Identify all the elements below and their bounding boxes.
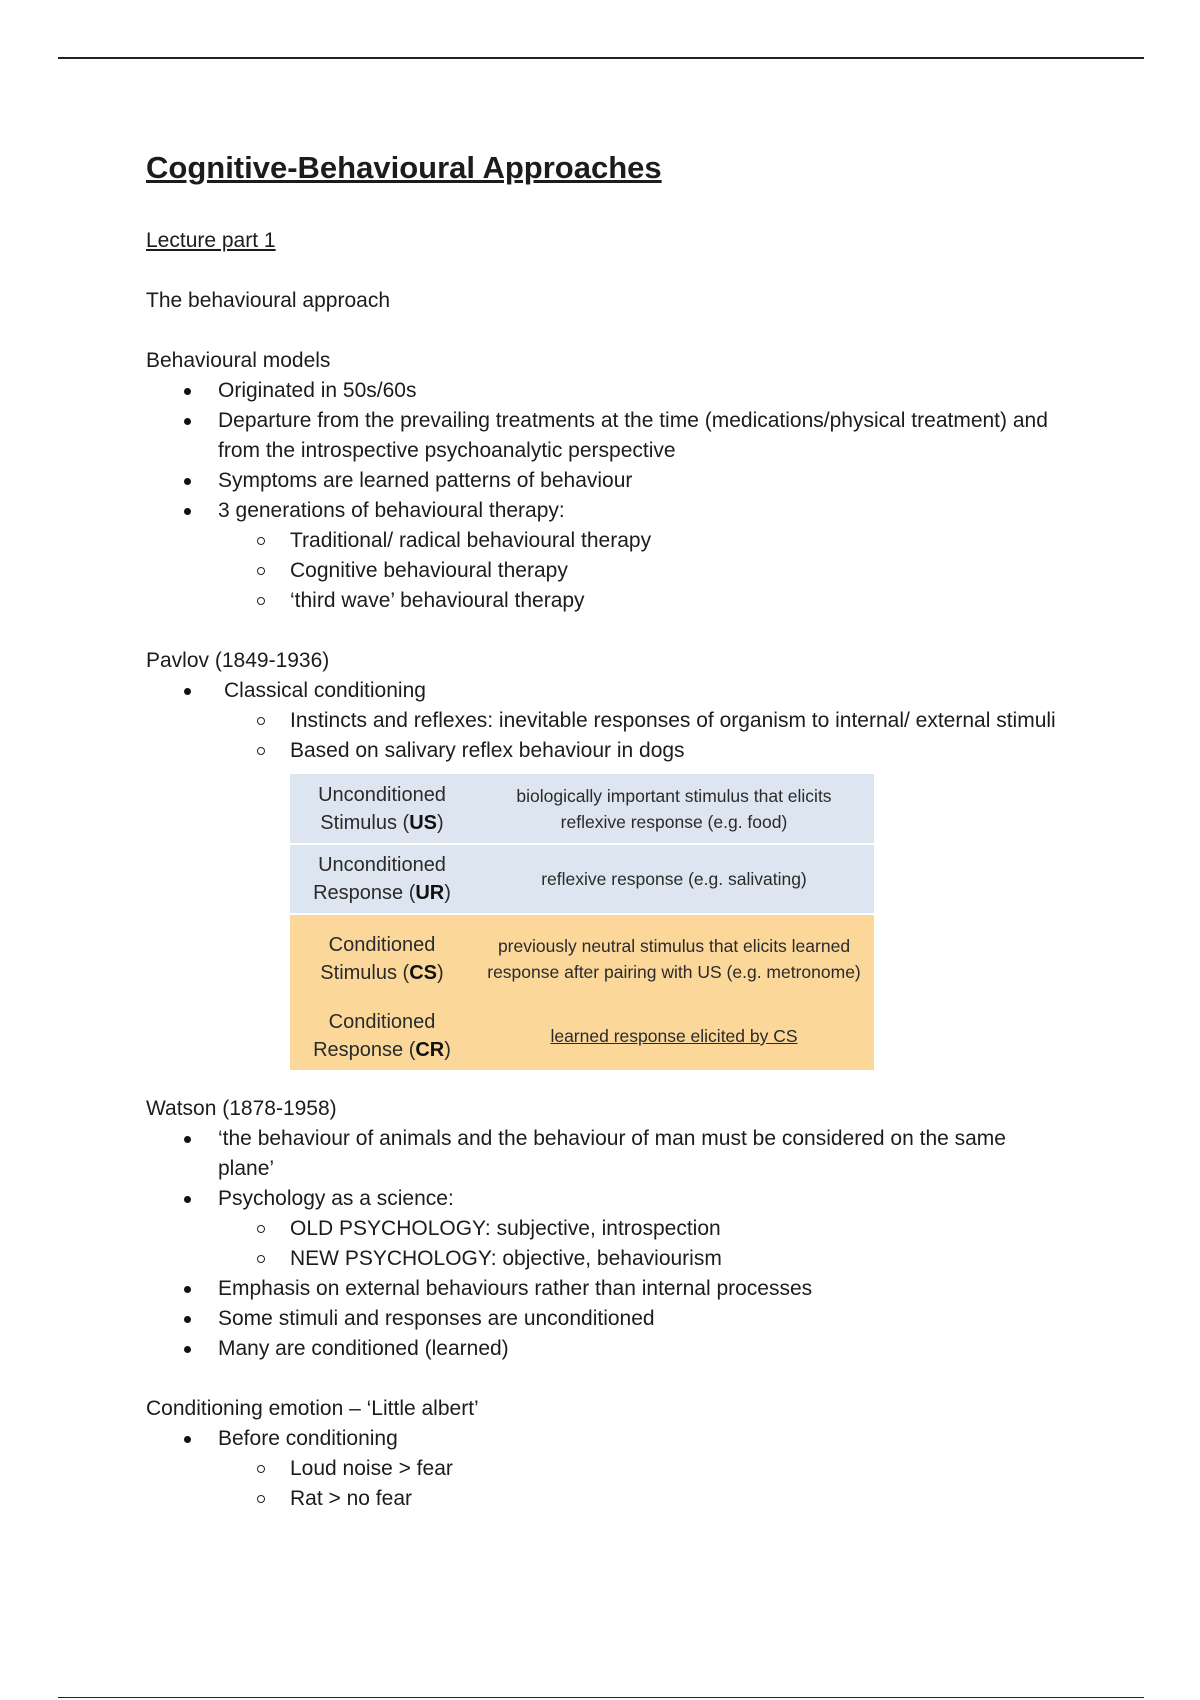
therapy-generations-list — [218, 526, 1066, 616]
table-term: Conditioned Response (CR) — [290, 1002, 474, 1070]
table-definition: previously neutral stimulus that elicits learned response after pairing with US (e.g. metronome) — [474, 914, 874, 1002]
little-albert-sub-list — [218, 1454, 1066, 1514]
sub-list-item: Traditional/ radical behavioural therapy — [146, 526, 1066, 556]
table-term: Conditioned Stimulus (CS) — [290, 914, 474, 1002]
sub-list-item: Instincts and reflexes: inevitable responses of organism to internal/ external stimuli — [146, 706, 1066, 736]
document-page — [146, 148, 1066, 1514]
little-albert-heading: Conditioning emotion – ‘Little albert’ — [146, 1397, 479, 1420]
table-term: Unconditioned Response (UR) — [290, 844, 474, 914]
table-row — [290, 844, 874, 914]
pavlov-list — [146, 676, 1066, 766]
pavlov-heading: Pavlov (1849-1936) — [146, 649, 330, 672]
watson-heading: Watson (1878-1958) — [146, 1097, 337, 1120]
list-item: Psychology as a science: OLD PSYCHOLOGY: subjective, introspection NEW PSYCHOLOGY: objective, behaviourism — [146, 1184, 1066, 1274]
sub-list-item: Rat > no fear — [146, 1484, 1066, 1514]
lecture-label: Lecture part 1 — [146, 229, 276, 252]
sub-list-item: Cognitive behavioural therapy — [146, 556, 1066, 586]
table-row — [290, 1002, 874, 1070]
table-term: Unconditioned Stimulus (US) — [290, 774, 474, 844]
table-definition: learned response elicited by CS — [474, 1002, 874, 1070]
behavioural-models-list — [146, 376, 1066, 616]
list-item: Classical conditioning Instincts and reflexes: inevitable responses of organism to internal/ external stimuli Based on salivary reflex behaviour in dogs — [146, 676, 1066, 766]
table-definition: biologically important stimulus that elicits reflexive response (e.g. food) — [474, 774, 874, 844]
footer-rule — [58, 1697, 1144, 1698]
intro-heading: The behavioural approach — [146, 289, 391, 312]
conditioning-table — [290, 774, 874, 1070]
table-row — [290, 914, 874, 1002]
watson-sub-list — [218, 1214, 1066, 1274]
behavioural-models-heading: Behavioural models — [146, 349, 331, 372]
little-albert-list — [146, 1424, 1066, 1514]
pavlov-sub-list — [218, 706, 1066, 766]
list-item: 3 generations of behavioural therapy: Traditional/ radical behavioural therapy Cognitive behavioural therapy ‘third wave’ behavioural therapy — [146, 496, 1066, 616]
sub-list-item: Based on salivary reflex behaviour in dogs — [146, 736, 1066, 766]
list-item: Before conditioning Loud noise > fear Rat > no fear — [146, 1424, 1066, 1514]
document-title: Cognitive-Behavioural Approaches — [146, 150, 662, 185]
table-definition: reflexive response (e.g. salivating) — [474, 844, 874, 914]
list-item: Many are conditioned (learned) — [146, 1334, 1066, 1364]
list-item: ‘the behaviour of animals and the behaviour of man must be considered on the same plane’ — [146, 1124, 1066, 1184]
list-item: Symptoms are learned patterns of behaviour — [146, 466, 1066, 496]
sub-list-item: OLD PSYCHOLOGY: subjective, introspection — [146, 1214, 1066, 1244]
list-item: Some stimuli and responses are unconditioned — [146, 1304, 1066, 1334]
header-rule — [58, 57, 1144, 59]
table-row — [290, 774, 874, 844]
sub-list-item: NEW PSYCHOLOGY: objective, behaviourism — [146, 1244, 1066, 1274]
list-item: Originated in 50s/60s — [146, 376, 1066, 406]
watson-list — [146, 1124, 1066, 1364]
list-item: Emphasis on external behaviours rather than internal processes — [146, 1274, 1066, 1304]
sub-list-item: ‘third wave’ behavioural therapy — [146, 586, 1066, 616]
sub-list-item: Loud noise > fear — [146, 1454, 1066, 1484]
list-item: Departure from the prevailing treatments at the time (medications/physical treatment) and from the introspective psychoanalytic perspective — [146, 406, 1066, 466]
